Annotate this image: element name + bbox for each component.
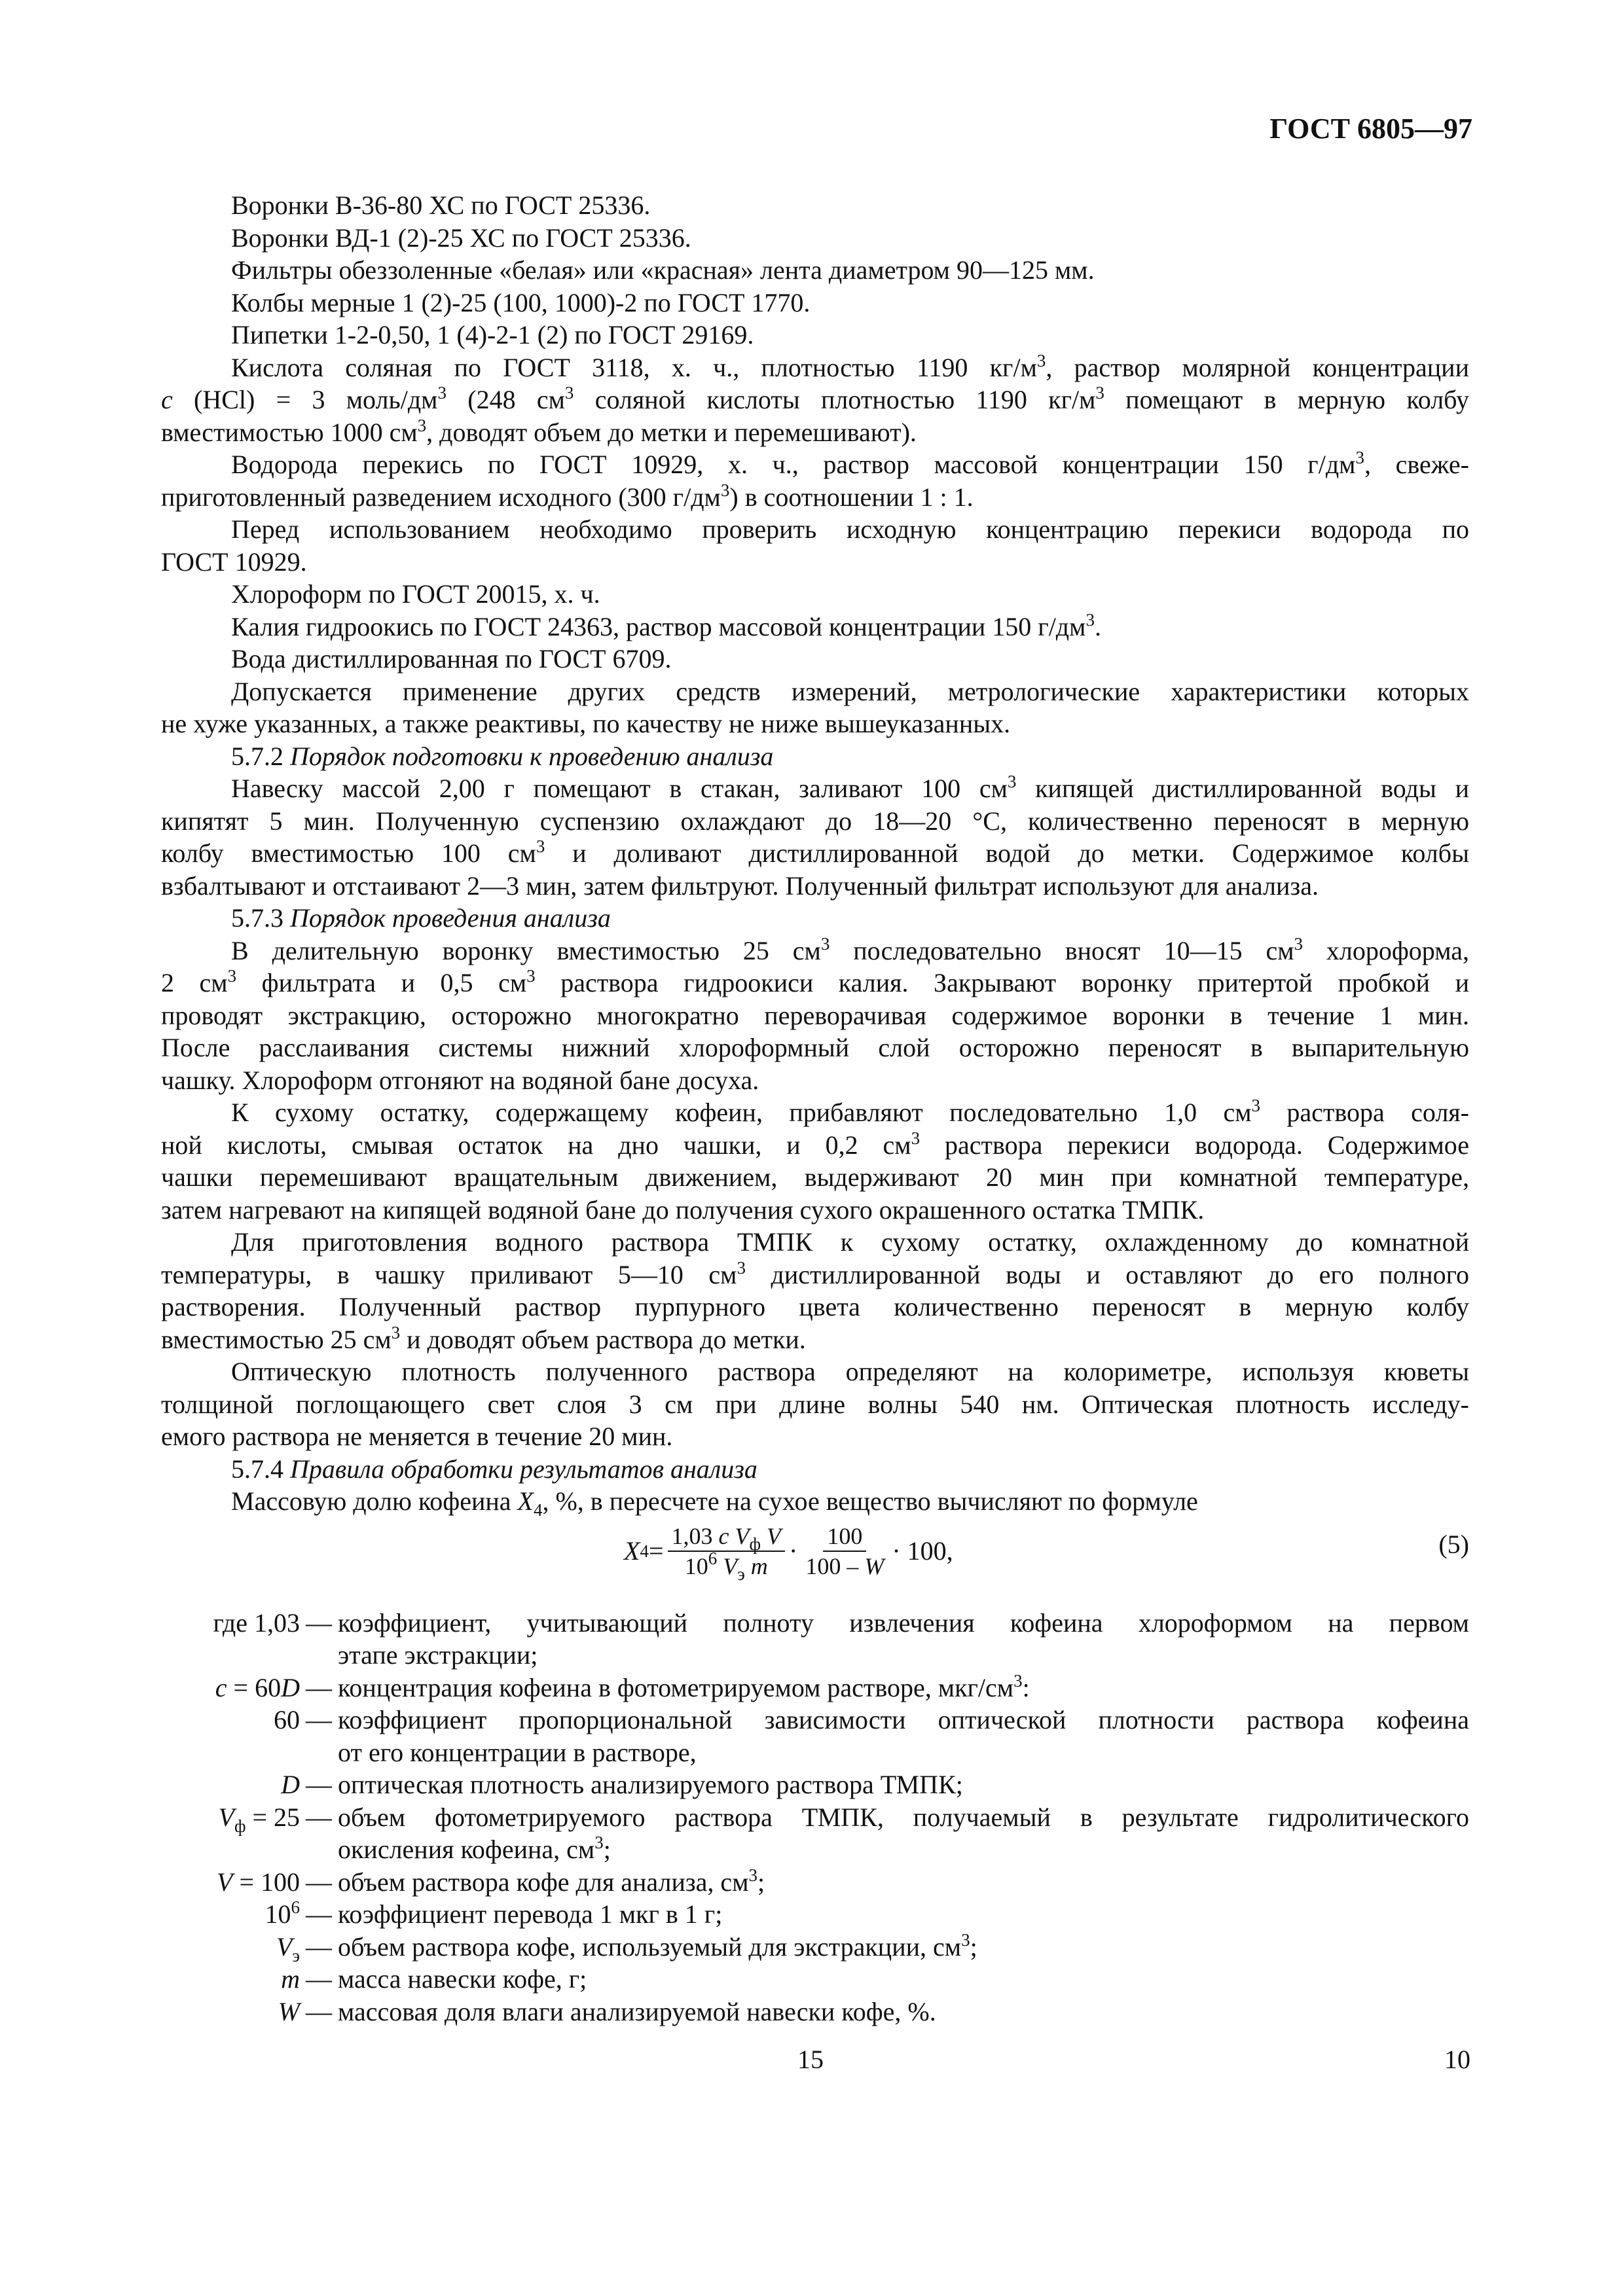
page-number: 15 [797, 2045, 824, 2074]
standard-header: ГОСТ 6805—97 [1269, 113, 1472, 145]
text-line: Фильтры обеззоленные «белая» или «красная» лента диаметром 90—125 мм. [231, 255, 1095, 285]
s573-p1-line-5: чашку. Хлороформ отгоняют на водяной бане досуха. [161, 1065, 759, 1095]
s572-line-1: Навеску массой 2,00 г помещают в стакан, заливают 100 $см^3$ кипящей дистиллированной воды и [231, 772, 1469, 803]
text-line: Пипетки 1-2-0,50, 1 (4)-2-1 (2) по ГОСТ 29169. [231, 320, 754, 350]
s573-p2-line-4: затем нагревают на кипящей водяной бане до получения сухого окрашенного остатка ТМПК. [161, 1194, 1205, 1225]
s573-p4-line-1: Оптическую плотность полученного раствора определяют на колориметре, используя кюветы [231, 1357, 1469, 1386]
s573-p3-line-4: вместимостью 25 $см^3$ и доводят объем раствора до метки. [161, 1322, 806, 1354]
formula-expression: X 4 = $\frac{1,03 c V_ф V}{10^6 V_э m}$ · $\frac{100}{100 - W}$ · 100, [624, 1522, 953, 1584]
text-line: Воронки В-36-80 ХС по ГОСТ 25336. [231, 190, 651, 220]
document-body [161, 189, 1469, 2028]
s573-p4-line-2: толщиной поглощающего свет слоя 3 см при длине волны 540 нм. Оптическая плотность исследу- [161, 1389, 1469, 1419]
definition-item: $V_ф = 25$ — объем фотометрируемого раствора ТМПК, получаемый в результате гидролитического окисления кофеина, $см^3$; [218, 1802, 1469, 1864]
s574-intro: Массовую долю кофеина $X_4$, %, в пересчете на сухое вещество вычисляют по формуле [231, 1486, 1198, 1520]
definitions [161, 1607, 1469, 2028]
s572-line-2: кипятят 5 мин. Полученную суспензию охлаждают до 18—20 °С, количественно переносят в мерную [161, 806, 1469, 836]
fraction-2: $\frac{100}{100 - W}$ [805, 1522, 884, 1579]
text-line: Колбы мерные 1 (2)-25 (100, 1000)-2 по ГОСТ 1770. [231, 287, 811, 317]
s573-p4-line-3: емого раствора не меняется в течение 20 мин. [161, 1422, 673, 1451]
acid-line-3: вместимостью 1000 $см^3$, доводят объем до метки и перемешивают). [161, 415, 917, 447]
fraction-1: $\frac{1,03 c V_ф V}{10^6 V_э m}$ [668, 1522, 785, 1581]
s573-p3-line-1: Для приготовления водного раствора ТМПК к сухому остатку, охлажденному до комнатной [231, 1227, 1469, 1257]
check-line-1: Перед использованием необходимо проверить исходную концентрацию перекиси водорода по [231, 514, 1469, 544]
definition-item: где 1,03 — коэффициент, учитывающий полноту извлечения кофеина хлороформом на первом этапе экстракции; [213, 1607, 1469, 1670]
formula-5 [161, 1518, 1469, 1604]
section-5-7-3-heading: 5.7.3 Порядок проведения анализа [231, 903, 611, 933]
s573-p2-line-1: К сухому остатку, содержащему кофеин, прибавляют последовательно 1,0 $см^3$ раствора соля- [231, 1096, 1469, 1127]
definition-item: D — оптическая плотность анализируемого раствора ТМПК; [281, 1770, 963, 1799]
definition-item: c = 60D — концентрация кофеина в фотометрируемом растворе, мкг/$см^3$: [215, 1670, 1030, 1702]
definition-item: $10^6$ — коэффициент перевода 1 мкг в 1 г; [264, 1897, 723, 1929]
section-5-7-2-heading: 5.7.2 Порядок подготовки к проведению анализа [231, 741, 774, 771]
s573-p1-line-2: 2 $см^3$ фильтрата и 0,5 $см^3$ раствора гидроокиси калия. Закрывают воронку притертой пробкой и [161, 966, 1469, 997]
allowed-line-1: Допускается применение других средств измерений, метрологические характеристики которых [231, 676, 1469, 706]
koh-line: Калия гидроокись по ГОСТ 24363, раствор массовой концентрации 150 $г/дм^3$. [231, 609, 1101, 641]
allowed-line-2: не хуже указанных, а также реактивы, по качеству не ниже вышеуказанных. [161, 709, 1011, 738]
peroxide-line-2: приготовленный разведением исходного (300 $г/дм^3$) в соотношении 1 : 1. [161, 480, 974, 512]
section-5-7-4-heading: 5.7.4 Правила обработки результатов анализа [231, 1454, 757, 1484]
peroxide-line-1: Водорода перекись по ГОСТ 10929, х. ч., раствор массовой концентрации 150 $г/дм^3$, свеже- [231, 448, 1469, 479]
s572-line-3: колбу вместимостью 100 $см^3$ и доливают дистиллированной водой до метки. Содержимое колбы [161, 836, 1469, 868]
sheet-number: 10 [1444, 2045, 1470, 2074]
s573-p1-line-3: проводят экстракцию, осторожно многократно переворачивая содержимое воронки в течение 1 мин. [161, 1000, 1469, 1030]
acid-line-1: Кислота соляная по ГОСТ 3118, х. ч., плотностью 1190 $кг/м^3$, раствор молярной концентрации [231, 350, 1469, 382]
s573-p3-line-2: температуры, в чашку приливают 5—10 $см^3$ дистиллированной воды и оставляют до его полного [161, 1257, 1470, 1289]
text-line: Воронки ВД-1 (2)-25 ХС по ГОСТ 25336. [231, 223, 691, 253]
formula-number: (5) [1438, 1529, 1469, 1559]
definition-item: $V_э$ — объем раствора кофе, используемый для экстракции, $см^3$; [276, 1929, 977, 1965]
definition-item: m — масса навески кофе, г; [281, 1964, 587, 1994]
water-line: Вода дистиллированная по ГОСТ 6709. [231, 644, 672, 673]
s572-line-4: взбалтывают и отстаивают 2—3 мин, затем фильтруют. Полученный фильтрат используют для анализа. [161, 870, 1319, 901]
s573-p2-line-2: ной кислоты, смывая остаток на дно чашки, и 0,2 $см^3$ раствора перекиси водорода. Содержимое [161, 1128, 1470, 1160]
chloroform-line: Хлороформ по ГОСТ 20015, х. ч. [231, 579, 600, 609]
definition-item: V = 100 — объем раствора кофе для анализа, $см^3$; [217, 1865, 765, 1897]
check-line-2: ГОСТ 10929. [161, 547, 307, 577]
definition-item: W — массовая доля влаги анализируемой навески кофе, %. [278, 1996, 936, 2026]
s573-p2-line-3: чашки перемешивают вращательным движением, выдерживают 20 мин при комнатной температуре, [161, 1162, 1469, 1192]
acid-line-2: c (HCl) = 3 моль/$дм^3$ (248 $см^3$ соляной кислоты плотностью 1190 $кг/м^3$ помещают в мерную колбу [161, 383, 1469, 414]
s573-p1-line-1: В делительную воронку вместимостью 25 $см^3$ последовательно вносят 10—15 $см^3$ хлороформа, [231, 933, 1469, 965]
definition-item: 60 — коэффициент пропорциональной зависимости оптической плотности раствора кофеина от его концентрации в растворе, [274, 1705, 1469, 1767]
s573-p3-line-3: растворения. Полученный раствор пурпурного цвета количественно переносят в мерную колбу [161, 1292, 1469, 1321]
s573-p1-line-4: После расслаивания системы нижний хлороформный слой осторожно переносят в выпарительную [161, 1033, 1469, 1062]
